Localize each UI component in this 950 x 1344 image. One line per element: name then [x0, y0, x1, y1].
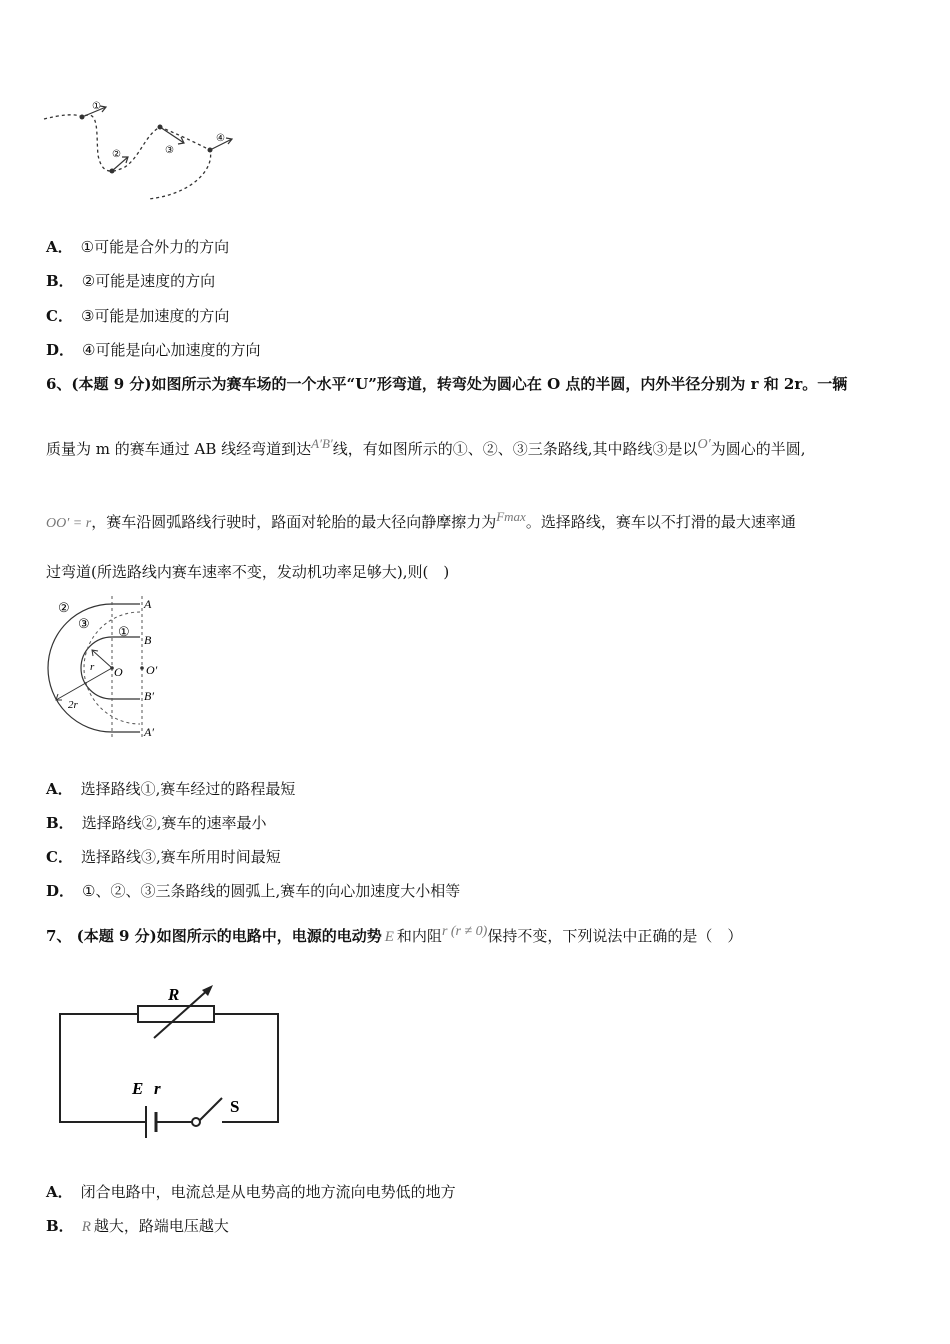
trajectory-figure: [40, 95, 250, 210]
q5-option-d[interactable]: D． ④可能是向心加速度的方向: [46, 341, 261, 359]
label-r: r: [90, 661, 95, 673]
label-internal-r: r: [154, 1079, 161, 1098]
q5-option-c[interactable]: C． ③可能是加速度的方向: [46, 307, 230, 325]
label-o: O: [114, 665, 123, 679]
label-switch: S: [230, 1097, 240, 1116]
marker-3: ③: [165, 145, 174, 156]
q6-option-d[interactable]: D． ①、②、③三条路线的圆弧上,赛车的向心加速度大小相等: [46, 882, 461, 900]
label-route-1: ①: [118, 624, 130, 639]
marker-2: ②: [112, 149, 121, 160]
q6-stem-line3: OO′ = r，赛车沿圆弧路线行驶时，路面对轮胎的最大径向静摩擦力为$^{Fmax}$。选择路线，赛车以不打滑的最大速率通: [46, 509, 796, 531]
math-oo: OO′ = r: [46, 516, 92, 531]
math-r-resistance: R: [81, 1219, 91, 1235]
q7-option-b[interactable]: B． R 越大，路端电压越大: [46, 1217, 229, 1235]
label-b: B: [144, 633, 152, 647]
math-r: r (r ≠ 0): [441, 924, 488, 939]
math-o-prime: O′: [697, 437, 711, 452]
q6-option-a[interactable]: A． 选择路线①,赛车经过的路程最短: [46, 780, 296, 798]
math-fmax: Fmax: [496, 509, 526, 524]
label-2r: 2r: [68, 699, 78, 711]
label-o-prime: O′: [146, 663, 158, 677]
label-emf: E: [132, 1079, 144, 1098]
q5-option-a[interactable]: A． ①可能是合外力的方向: [46, 238, 230, 256]
label-route-2: ②: [58, 600, 70, 615]
q6-stem-line2: 质量为 m 的赛车通过 AB 线经弯道到达$^{A'B'}$线，有如图所示的①、②、③三条路线,其中路线③是以$^{O'}$为圆心的半圆,: [46, 436, 806, 458]
label-resistor: R: [168, 985, 180, 1004]
label-a: A: [144, 597, 152, 611]
label-b-prime: B′: [144, 689, 154, 703]
label-a-prime: A′: [144, 725, 154, 739]
label-route-3: ③: [78, 616, 90, 631]
q6-option-b[interactable]: B． 选择路线②,赛车的速率最小: [46, 814, 267, 832]
q6-stem-line4: 过弯道(所选路线内赛车速率不变，发动机功率足够大),则( ): [46, 563, 450, 581]
circuit-figure: [50, 980, 290, 1150]
u-track-figure: [44, 592, 174, 742]
q7-option-a[interactable]: A． 闭合电路中，电流总是从电势高的地方流向电势低的地方: [46, 1183, 456, 1201]
math-ab-prime: A′B′: [311, 436, 333, 451]
q5-option-b[interactable]: B． ②可能是速度的方向: [46, 272, 216, 290]
marker-1: ①: [92, 101, 101, 112]
q7-stem-line1: 7、 (本题 9 分)如图所示的电路中，电源的电动势 E 和内阻$^{r (r \ne 0)}$保持不变，下列说法中正确的是（ ）: [46, 924, 743, 945]
marker-4: ④: [216, 133, 225, 144]
q6-option-c[interactable]: C． 选择路线③,赛车所用时间最短: [46, 848, 281, 866]
math-e: E: [384, 929, 394, 945]
q6-stem-line1: 6、(本题 9 分)如图所示为赛车场的一个水平“U”形弯道，转弯处为圆心在 O 点的半圆，内外半径分别为 r 和 2r。一辆: [46, 375, 848, 393]
